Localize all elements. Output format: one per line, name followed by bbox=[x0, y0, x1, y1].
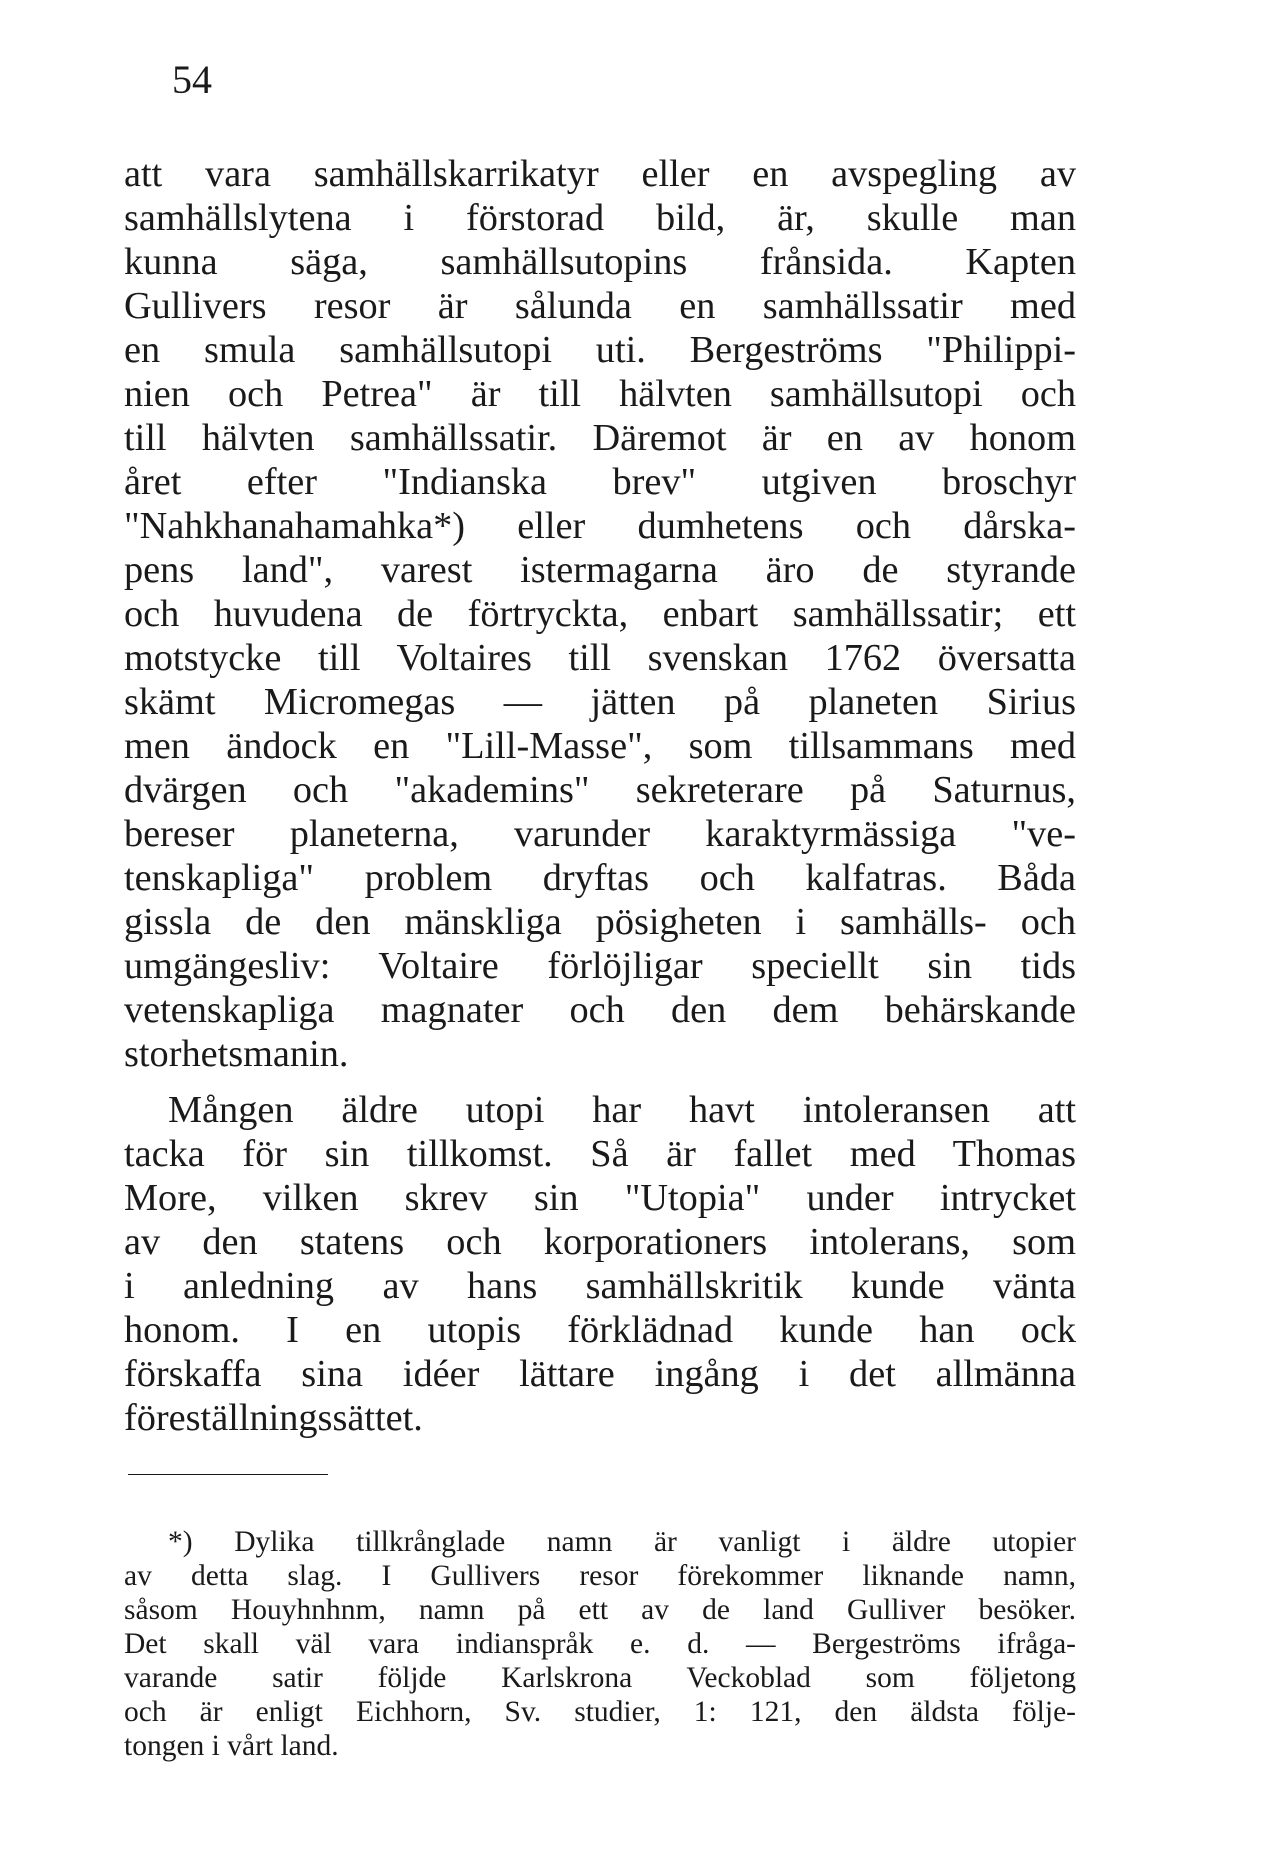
text-line: tenskapliga" problem dryftas och kalfatras. Båda bbox=[124, 857, 1076, 899]
footnote-line: såsom Houyhnhnm, namn på ett av de land Gulliver besöker. bbox=[124, 1594, 1076, 1626]
text-line: More, vilken skrev sin "Utopia" under intrycket bbox=[124, 1177, 1076, 1219]
footnote-line: varande satir följde Karlskrona Veckoblad som följetong bbox=[124, 1662, 1076, 1694]
body-text bbox=[124, 152, 1076, 1440]
text-line: och huvudena de förtryckta, enbart samhällssatir; ett bbox=[124, 593, 1076, 635]
text-line: storhetsmanin. bbox=[124, 1033, 349, 1075]
text-line: bereser planeterna, varunder karaktyrmässiga "ve- bbox=[124, 813, 1076, 855]
text-line: dvärgen och "akademins" sekreterare på Saturnus, bbox=[124, 769, 1076, 811]
text-line: förskaffa sina idéer lättare ingång i det allmänna bbox=[124, 1353, 1076, 1395]
page-number: 54 bbox=[172, 57, 212, 102]
text-line: kunna säga, samhällsutopins frånsida. Kapten bbox=[124, 241, 1076, 283]
footnote-line: av detta slag. I Gullivers resor förekommer liknande namn, bbox=[124, 1560, 1076, 1592]
text-line: Gullivers resor är sålunda en samhällssatir med bbox=[124, 285, 1076, 327]
footnote-line: och är enligt Eichhorn, Sv. studier, 1: 121, den äldsta följe- bbox=[124, 1696, 1076, 1728]
text-line: pens land", varest istermagarna äro de styrande bbox=[124, 549, 1076, 591]
text-line: honom. I en utopis förklädnad kunde han ock bbox=[124, 1309, 1076, 1351]
text-line: "Nahkhanahamahka*) eller dumhetens och dårska- bbox=[124, 505, 1076, 547]
paragraph-2 bbox=[124, 1088, 1076, 1440]
text-line: en smula samhällsutopi uti. Bergeströms "Philippi- bbox=[124, 329, 1076, 371]
text-line: samhällslytena i förstorad bild, är, skulle man bbox=[124, 197, 1076, 239]
paragraph-1 bbox=[124, 152, 1076, 1076]
text-line: till hälvten samhällssatir. Däremot är en av honom bbox=[124, 417, 1076, 459]
text-line: gissla de den mänskliga pösigheten i samhälls- och bbox=[124, 901, 1076, 943]
text-line: skämt Micromegas — jätten på planeten Sirius bbox=[124, 681, 1076, 723]
text-line: året efter "Indianska brev" utgiven broschyr bbox=[124, 461, 1076, 503]
text-line: umgängesliv: Voltaire förlöjligar speciellt sin tids bbox=[124, 945, 1076, 987]
footnote bbox=[124, 1525, 1076, 1763]
text-line: men ändock en "Lill-Masse", som tillsammans med bbox=[124, 725, 1076, 767]
text-line: att vara samhällskarrikatyr eller en avspegling av bbox=[124, 153, 1076, 195]
text-line: tacka för sin tillkomst. Så är fallet med Thomas bbox=[124, 1133, 1076, 1175]
footnote-line: *) Dylika tillkrånglade namn är vanligt i äldre utopier bbox=[168, 1526, 1076, 1558]
text-line: i anledning av hans samhällskritik kunde vänta bbox=[124, 1265, 1076, 1307]
text-line: föreställningssättet. bbox=[124, 1397, 423, 1439]
text-line: av den statens och korporationers intolerans, som bbox=[124, 1221, 1076, 1263]
footnote-divider bbox=[128, 1474, 328, 1475]
footnote-line: Det skall väl vara indianspråk e. d. — Bergeströms ifråga- bbox=[124, 1628, 1076, 1660]
text-line: vetenskapliga magnater och den dem behärskande bbox=[124, 989, 1076, 1031]
text-line: motstycke till Voltaires till svenskan 1762 översatta bbox=[124, 637, 1076, 679]
footnote-line: tongen i vårt land. bbox=[124, 1730, 339, 1762]
text-line: Mången äldre utopi har havt intoleransen att bbox=[168, 1089, 1076, 1131]
text-line: nien och Petrea" är till hälvten samhällsutopi och bbox=[124, 373, 1076, 415]
paragraph-gap bbox=[124, 1076, 1076, 1088]
